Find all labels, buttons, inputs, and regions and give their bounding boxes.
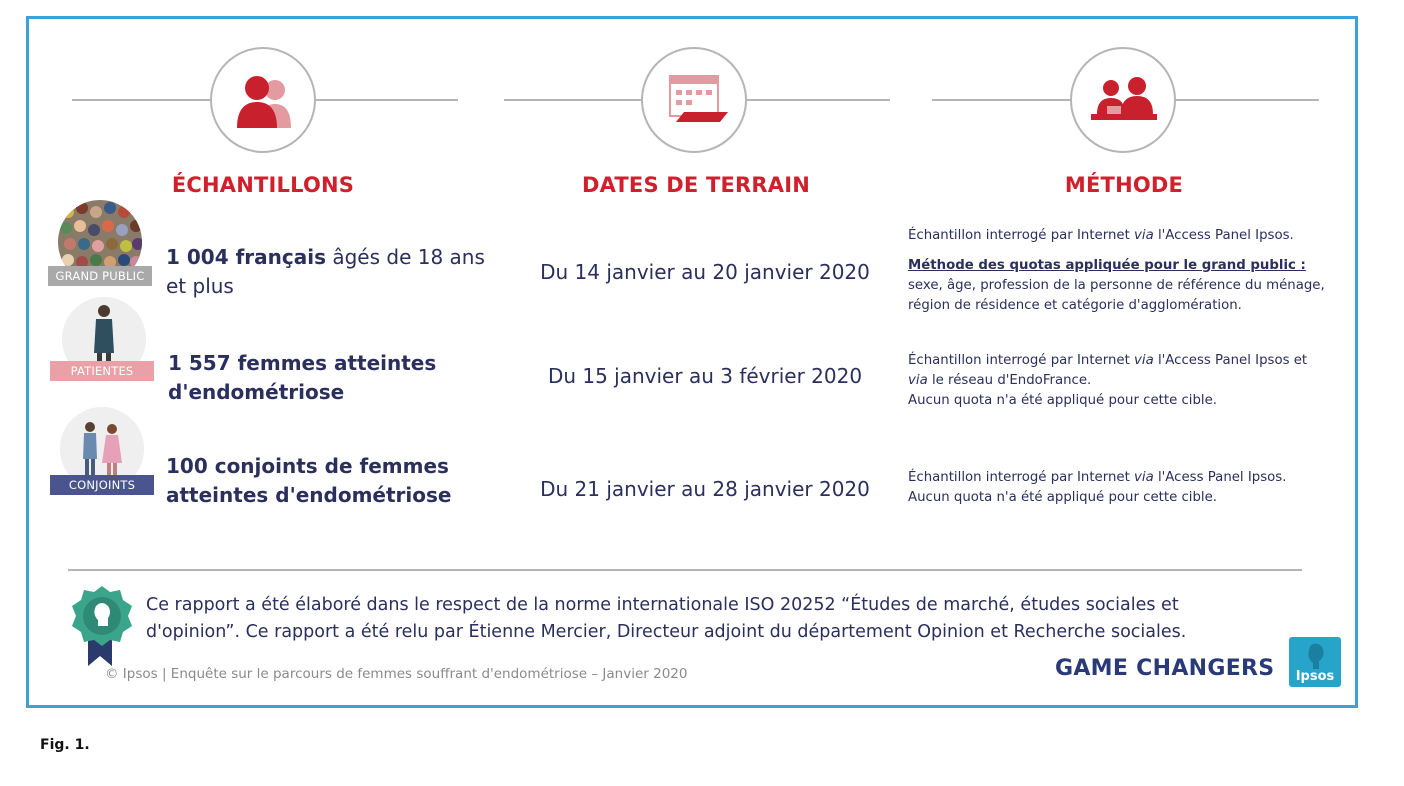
game-changers-tagline: GAME CHANGERS — [1055, 656, 1275, 681]
method-text: l'Acess Panel Ipsos. — [1153, 470, 1287, 485]
quota-detail: sexe, âge, profession de la personne de référence du ménage, région de résidence et catégorie d'agglomération. — [908, 278, 1325, 313]
dates-patientes: Du 15 janvier au 3 février 2020 — [547, 364, 863, 388]
method-title: MÉTHODE — [1064, 173, 1184, 197]
dates-conjoints: Du 21 janvier au 28 janvier 2020 — [540, 477, 870, 501]
tag-grand-public: GRAND PUBLIC — [48, 266, 152, 286]
method-text: l'Access Panel Ipsos. — [1153, 228, 1294, 243]
footer-divider — [68, 569, 1302, 571]
method-via: via — [908, 373, 928, 388]
ipsos-logo — [1289, 637, 1341, 687]
method-via: via — [1134, 353, 1154, 368]
people-icon — [210, 47, 316, 153]
dates-grand-public: Du 14 janvier au 20 janvier 2020 — [540, 260, 870, 284]
ipsos-logo-text: Ipsos — [1295, 669, 1335, 684]
method-conjoints — [908, 468, 1348, 508]
method-via: via — [1134, 470, 1154, 485]
sample-count: 1 004 français — [166, 245, 326, 269]
method-via: via — [1134, 228, 1154, 243]
quota-note: Aucun quota n'a été appliqué pour cette cible. — [908, 490, 1218, 505]
method-text: le réseau d'EndoFrance. — [927, 373, 1092, 388]
method-grand-public — [908, 226, 1348, 316]
sample-count: 1 557 femmes atteintes d'endométriose — [168, 351, 437, 404]
samples-title: ÉCHANTILLONS — [171, 173, 355, 197]
iso-badge-icon — [70, 584, 134, 668]
method-text: Échantillon interrogé par Internet — [908, 228, 1135, 243]
tag-conjoints: CONJOINTS — [50, 475, 154, 495]
dates-title: DATES DE TERRAIN — [581, 173, 811, 197]
copyright-text: © Ipsos | Enquête sur le parcours de femmes souffrant d'endométriose – Janvier 2020 — [105, 666, 688, 682]
calendar-icon — [641, 47, 747, 153]
quota-heading: Méthode des quotas appliquée pour le grand public : — [908, 258, 1306, 273]
iso-note: Ce rapport a été élaboré dans le respect de la norme internationale ISO 20252 “Études de marché, études sociales et d'opinion”. Ce rapport a été relu par Étienne Mercier, Directeur adjoint du département Opinion et Recherche sociales. — [146, 595, 1187, 642]
sample-grand-public — [166, 243, 496, 301]
figure-caption: Fig. 1. — [40, 737, 90, 753]
quota-note: Aucun quota n'a été appliqué pour cette cible. — [908, 393, 1218, 408]
sample-conjoints — [166, 452, 466, 510]
method-text: Échantillon interrogé par Internet — [908, 353, 1135, 368]
sample-patientes — [168, 349, 468, 407]
sample-count: 100 conjoints de femmes atteintes d'endométriose — [166, 454, 452, 507]
tag-patientes: PATIENTES — [50, 361, 154, 381]
method-text: Échantillon interrogé par Internet — [908, 470, 1135, 485]
meeting-icon — [1070, 47, 1176, 153]
method-patientes — [908, 351, 1348, 411]
method-text: l'Access Panel Ipsos et — [1153, 353, 1308, 368]
sample-description: âgés de 18 ans et plus — [166, 245, 485, 298]
